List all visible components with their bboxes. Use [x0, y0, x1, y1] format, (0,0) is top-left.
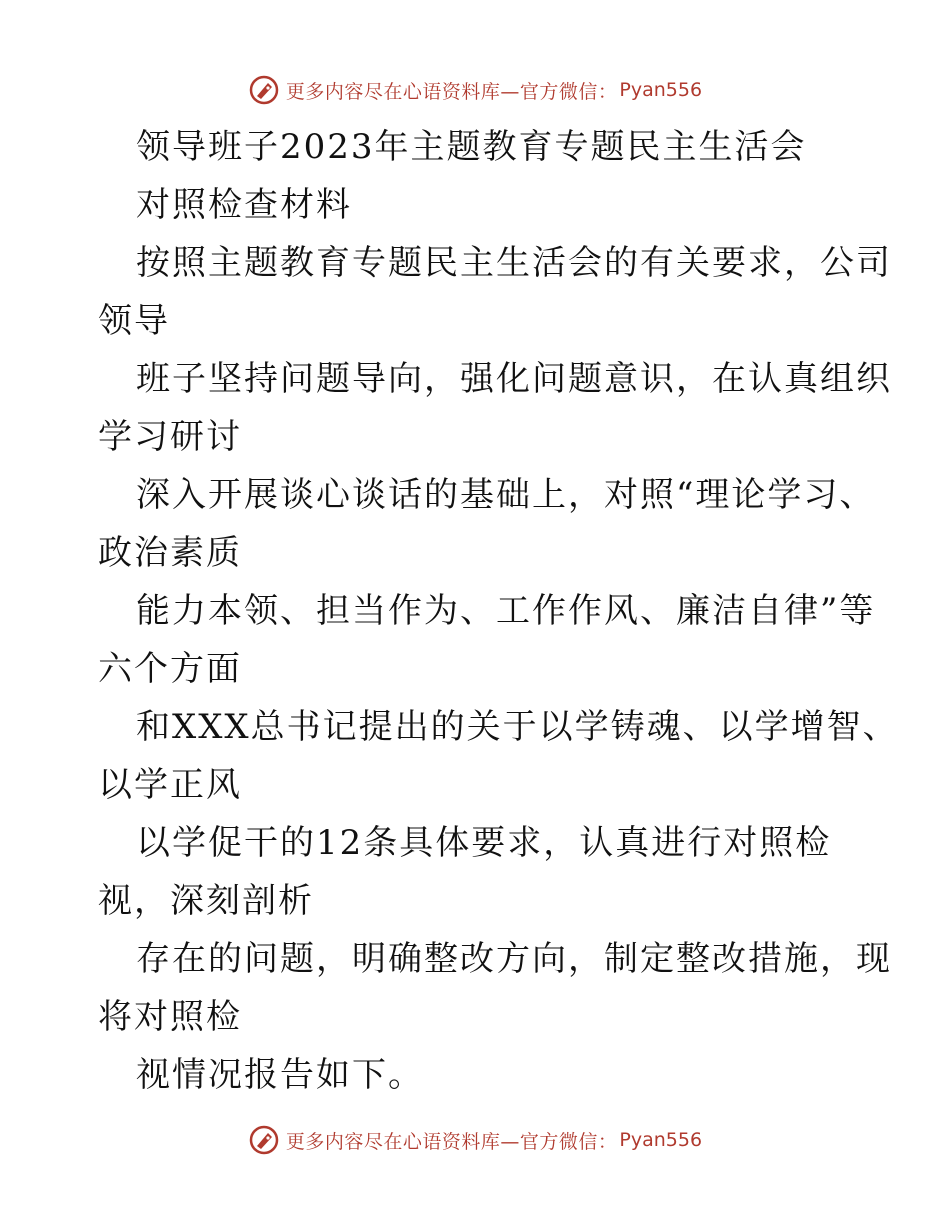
document-line: 领导班子2023年主题教育专题民主生活会	[136, 127, 807, 167]
document-body	[98, 118, 899, 1104]
document-line: 六个方面	[98, 649, 242, 689]
wechat-id: Pyan556	[619, 79, 703, 101]
pen-nib-logo-icon	[248, 1124, 280, 1156]
document-line: 能力本领、担当作为、工作作风、廉洁自律”等	[136, 591, 876, 631]
document-line: 存在的问题，明确整改方向，制定整改措施，现	[136, 939, 892, 979]
header-watermark-banner	[0, 70, 950, 110]
document-line: 视情况报告如下。	[136, 1055, 424, 1095]
document-line: 以学促干的12条具体要求，认真进行对照检	[136, 823, 832, 863]
document-line: 学习研讨	[98, 417, 242, 457]
pen-nib-logo-icon	[248, 74, 280, 106]
document-line: 深入开展谈心谈话的基础上，对照“理论学习、	[136, 475, 876, 515]
document-line: 将对照检	[98, 997, 242, 1037]
document-line: 领导	[98, 301, 170, 341]
document-line: 和XXX总书记提出的关于以学铸魂、以学增智、	[136, 707, 899, 747]
document-line: 视，深刻剖析	[98, 881, 314, 921]
banner-text: 更多内容尽在心语资料库—官方微信：	[285, 80, 618, 103]
wechat-id: Pyan556	[619, 1129, 703, 1151]
footer-watermark-banner	[0, 1120, 950, 1160]
document-line: 政治素质	[98, 533, 242, 573]
banner-text: 更多内容尽在心语资料库—官方微信：	[285, 1130, 618, 1153]
document-line: 按照主题教育专题民主生活会的有关要求，公司	[136, 243, 892, 283]
document-line: 以学正风	[98, 765, 242, 805]
document-line: 班子坚持问题导向，强化问题意识，在认真组织	[136, 359, 892, 399]
document-line: 对照检查材料	[136, 185, 352, 225]
